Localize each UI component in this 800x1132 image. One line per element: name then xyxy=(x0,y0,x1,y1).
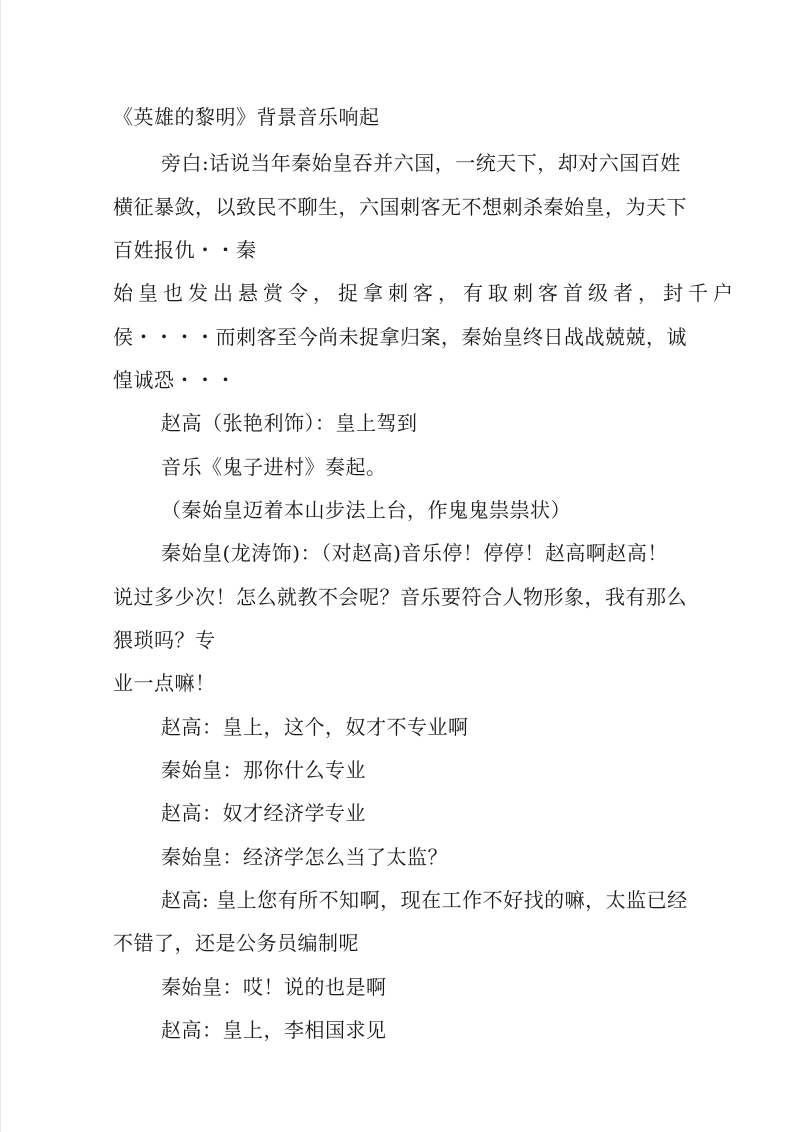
dialogue-line: 赵高：奴才经济学专业 xyxy=(161,801,366,825)
dialogue-line: 秦始皇：哎！说的也是啊 xyxy=(161,975,387,999)
stage-direction-music: 《英雄的黎明》背景音乐响起 xyxy=(113,105,380,129)
dialogue-line: 猥琐吗？专 xyxy=(113,628,216,652)
dialogue-line: 赵高（张艳利饰）：皇上驾到 xyxy=(161,411,418,435)
narration-line: 百姓报仇・・秦 xyxy=(113,238,257,262)
dialogue-line: 不错了，还是公务员编制呢 xyxy=(113,931,359,955)
stage-direction: （秦始皇迈着本山步法上台，作鬼鬼祟祟状） xyxy=(161,498,571,522)
dialogue-line: 说过多少次！怎么就教不会呢？音乐要符合人物形象，我有那么 xyxy=(113,585,687,609)
dialogue-line: 秦始皇：那你什么专业 xyxy=(161,758,366,782)
dialogue-line: 秦始皇(龙涛饰)：（对赵高)音乐停！停停！赵高啊赵高！ xyxy=(161,541,668,565)
narration-line: 旁白:话说当年秦始皇吞并六国，一统天下，却对六国百姓 xyxy=(161,151,681,175)
narration-line: 惶诚恐・・・ xyxy=(113,368,236,392)
dialogue-line: 赵高：皇上，李相国求见 xyxy=(161,1018,387,1042)
dialogue-line: 业一点嘛！ xyxy=(113,671,216,695)
dialogue-line: 赵高: 皇上您有所不知啊，现在工作不好找的嘛，太监已经 xyxy=(161,888,688,912)
stage-direction: 音乐《鬼子进村》奏起。 xyxy=(161,455,387,479)
narration-line: 始皇也发出悬赏令，捉拿刺客，有取刺客首级者，封千户 xyxy=(113,281,738,305)
narration-line: 横征暴敛，以致民不聊生，六国刺客无不想刺杀秦始皇，为天下 xyxy=(113,195,687,219)
narration-line: 侯・・・・而刺客至今尚未捉拿归案，秦始皇终日战战兢兢，诚 xyxy=(113,325,687,349)
dialogue-line: 赵高：皇上，这个，奴才不专业啊 xyxy=(161,715,469,739)
dialogue-line: 秦始皇：经济学怎么当了太监？ xyxy=(161,845,448,869)
